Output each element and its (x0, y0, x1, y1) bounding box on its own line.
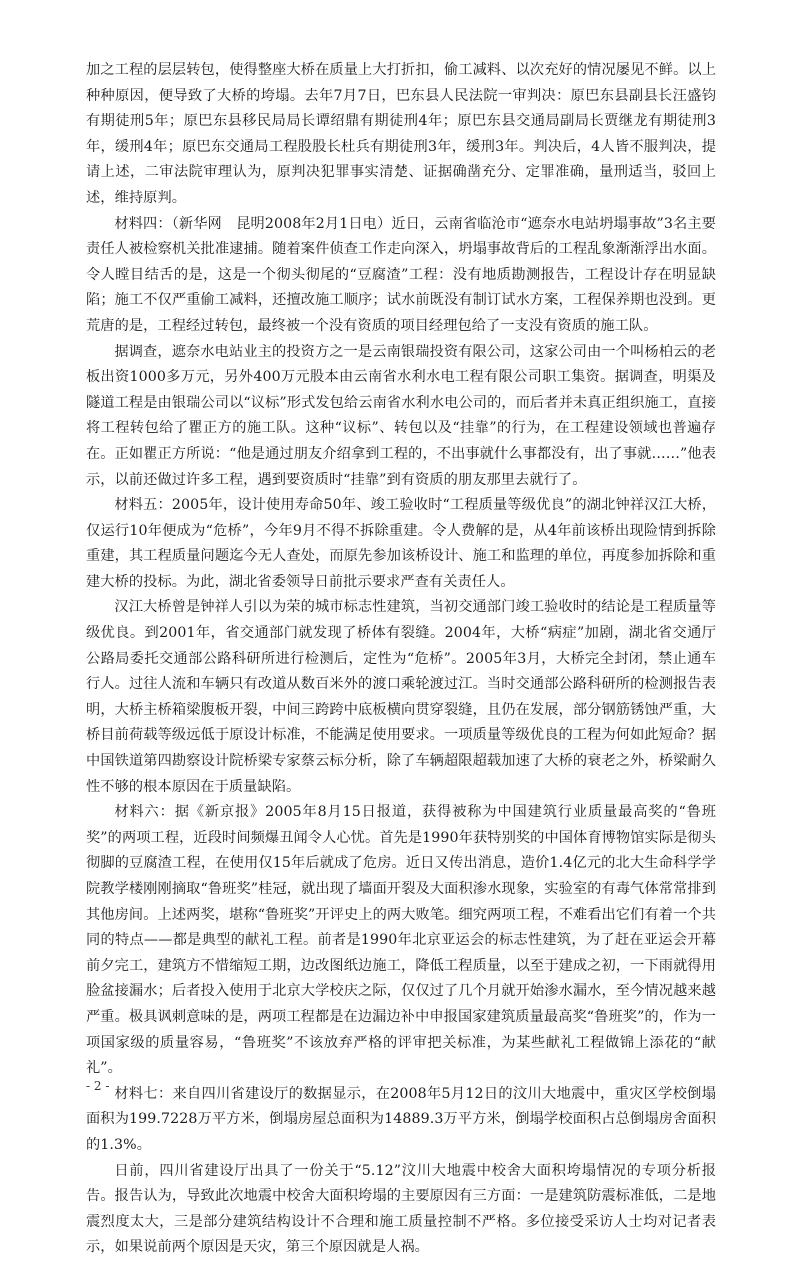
paragraph-8: 日前，四川省建设厅出具了一份关于“5.12”汶川大地震中校舍大面积垮塌情况的专项分析报告。报告认为，导致此次地震中校舍大面积垮塌的主要原因有三方面：一是建筑防震标准低，二是地震烈度太大，三是部分建筑结构设计不合理和施工质量控制不严格。多位接受采访人士均对记者表示，如果说前两个原因是天灾，第三个原因就是人祸。 (86, 1162, 716, 1256)
paragraph-1: 加之工程的层层转包，使得整座大桥在质量上大打折扣，偷工减料、以次充好的情况屡见不鲜。以上种种原因，便导致了大桥的垮塌。去年7月7日，巴东县人民法院一审判决：原巴东县副县长汪盛钧有期徒刑5年；原巴东县移民局局长谭绍鼎有期徒刑4年；原巴东县交通局副局长贾继龙有期徒刑3年，缓刑4年；原巴东交通局工程股股长杜兵有期徒刑3年，缓刑3年。判决后，4人皆不服判决，提请上述，二审法院审理认为，原判决犯罪事实清楚、证据确凿充分、定罪准确，量刑适当，驳回上述，维持原判。 (86, 62, 716, 206)
paragraph-3: 据调查，遮奈水电站业主的投资方之一是云南银瑞投资有限公司，这家公司由一个叫杨柏云的老板出资1000多万元，另外400万元股本由云南省水利水电工程有限公司职工集资。据调查，明渠及隧道工程是由银瑞公司以“议标”形式发包给云南省水利水电公司的，而后者并未真正组织施工，直接将工程转包给了瞿正方的施工队。这种“议标”、转包以及“挂靠”的行为，在工程建设领域也普遍存在。正如瞿正方所说：“他是通过朋友介绍拿到工程的，不出事就什么事都没有，出了事就……”他表示，以前还做过许多工程，遇到要资质时“挂靠”到有资质的朋友那里去就行了。 (86, 343, 716, 488)
paragraph-7: 材料七：来自四川省建设厅的数据显示，在2008年5月12日的汶川大地震中，重灾区学校倒塌面积为199.7228万平方米，倒塌房屋总面积为14889.3万平方米，倒塌学校面积占总倒塌房舍面积的1.3%。 (86, 1085, 716, 1153)
page-number: - 2 - (86, 1079, 110, 1093)
paragraph-2: 材料四：（新华网 昆明2008年2月1日电）近日，云南省临沧市“遮奈水电站坍塌事故”3名主要责任人被检察机关批准逮捕。随着案件侦查工作走向深入，坍塌事故背后的工程乱象渐渐浮出水面。令人瞠目结舌的是，这是一个彻头彻尾的“豆腐渣”工程：没有地质勘测报告，工程设计存在明显缺陷；施工不仅严重偷工减料，还擅改施工顺序；试水前既没有制订试水方案，工程保养期也没到。更荒唐的是，工程经过转包，最终被一个没有资质的项目经理包给了一支没有资质的施工队。 (86, 215, 716, 334)
paragraph-4: 材料五：2005年，设计使用寿命50年、竣工验收时“工程质量等级优良”的湖北钟祥汉江大桥，仅运行10年便成为“危桥”，今年9月不得不拆除重建。令人费解的是，从4年前该桥出现险情到拆除重建，其工程质量问题迄今无人查处，而原先参加该桥设计、施工和监理的单位，再度参加拆除和重建大桥的投标。为此，湖北省委领导日前批示要求严查有关责任人。 (86, 497, 716, 590)
paragraph-5: 汉江大桥曾是钟祥人引以为荣的城市标志性建筑，当初交通部门竣工验收时的结论是工程质量等级优良。到2001年，省交通部门就发现了桥体有裂缝。2004年，大桥“病症”加剧，湖北省交通厅公路局委托交通部公路科研所进行检测后，定性为“危桥”。2005年3月，大桥完全封闭，禁止通车行人。过往人流和车辆只有改道从数百米外的渡口乘轮渡过江。当时交通部公路科研所的检测报告表明，大桥主桥箱梁腹板开裂，中间三跨跨中底板横向贯穿裂缝，且仍在发展，部分钢筋锈蚀严重，大桥目前荷载等级远低于原设计标准，不能满足使用要求。一项质量等级优良的工程为何如此短命？据中国铁道第四勘察设计院桥梁专家蔡云标分析，除了车辆超限超载加速了大桥的衰老之外，桥梁耐久性不够的根本原因在于质量缺陷。 (86, 599, 716, 795)
paragraph-6: 材料六：据《新京报》2005年8月15日报道，获得被称为中国建筑行业质量最高奖的“鲁班奖”的两项工程，近段时间频爆丑闻令人心忧。首先是1990年获特别奖的中国体育博物馆实际是彻头彻脚的豆腐渣工程，在使用仅15年后就成了危房。近日又传出消息，造价1.4亿元的北大生命科学学院教学楼刚刚摘取“鲁班奖”桂冠，就出现了墙面开裂及大面积渗水现象，实验室的有毒气体常常排到其他房间。上述两奖，堪称“鲁班奖”开评史上的两大败笔。细究两项工程，不难看出它们有着一个共同的特点——都是典型的献礼工程。前者是1990年北京亚运会的标志性建筑，为了赶在亚运会开幕前夕完工，建筑方不惜缩短工期，边改图纸边施工，降低工程质量，以至于建成之初，一下雨就得用脸盆接漏水；后者投入使用于北京大学校庆之际，仅仅过了几个月就开始渗水漏水，至今情况越来越严重。极具讽刺意味的是，两项工程都是在边漏边补中申报国家建筑质量最高奖“鲁班奖”的，作为一项国家级的质量容易，“鲁班奖”不该放弃严格的评审把关标准，为某些献礼工程做锦上添花的“献礼”。 (86, 804, 716, 1077)
document-body (86, 58, 716, 1261)
